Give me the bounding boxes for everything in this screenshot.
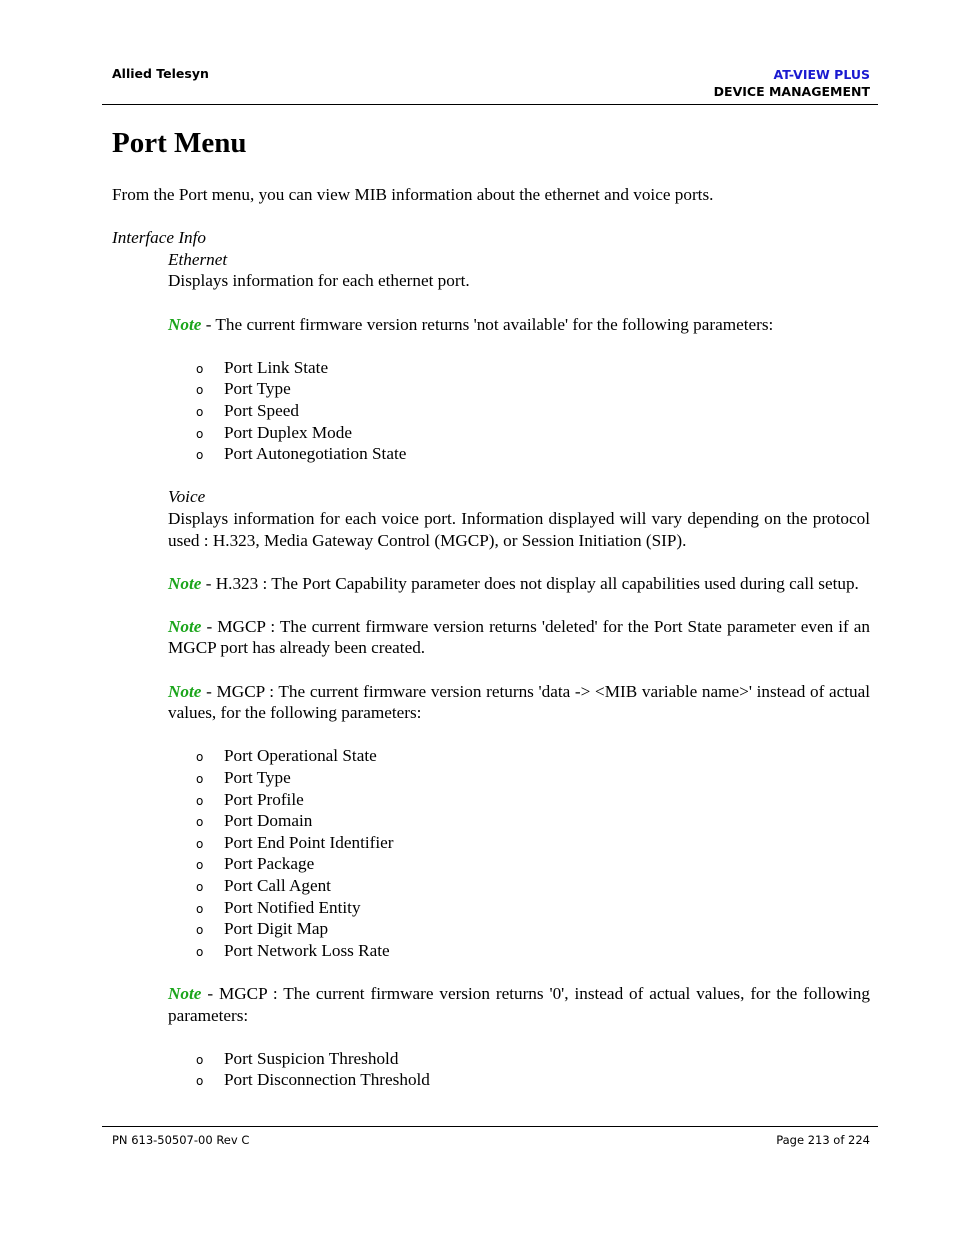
note-label: Note bbox=[168, 616, 202, 636]
bullet-icon: o bbox=[196, 793, 204, 808]
bullet-icon: o bbox=[196, 858, 204, 873]
bullet-icon: o bbox=[196, 880, 204, 894]
ethernet-note bbox=[168, 314, 870, 336]
ethernet-section bbox=[168, 249, 870, 357]
note-label: Note bbox=[168, 983, 202, 1003]
list-item-text: Port End Point Identifier bbox=[224, 832, 394, 852]
list-item bbox=[196, 810, 870, 832]
list-item-text: Port Domain bbox=[224, 811, 313, 831]
ethernet-parameter-list bbox=[196, 357, 870, 465]
bullet-icon: o bbox=[196, 361, 204, 376]
list-item bbox=[196, 400, 870, 422]
list-item bbox=[196, 875, 870, 897]
product-name: AT-VIEW PLUS bbox=[773, 67, 870, 82]
bullet-icon: o bbox=[196, 750, 204, 765]
bullet-icon: o bbox=[196, 901, 204, 916]
bullet-icon: o bbox=[196, 448, 204, 463]
voice-note-mgcp-deleted bbox=[168, 616, 870, 659]
note-text: - MGCP : The current firmware version returns '0', instead of actual values, for the following parameters: bbox=[168, 983, 870, 1025]
header-right bbox=[714, 66, 870, 100]
list-item-text: Port Duplex Mode bbox=[224, 422, 352, 442]
list-item-text: Port Profile bbox=[224, 789, 304, 809]
list-item bbox=[196, 832, 870, 854]
voice-note-mgcp-data bbox=[168, 681, 870, 724]
mgcp-zero-parameter-list bbox=[196, 1048, 870, 1091]
list-item-text: Port Type bbox=[224, 379, 291, 399]
list-item-text: Port Autonegotiation State bbox=[224, 444, 407, 464]
list-item bbox=[196, 918, 870, 940]
bullet-icon: o bbox=[196, 772, 204, 787]
bullet-icon: o bbox=[196, 1074, 204, 1089]
bullet-icon: o bbox=[196, 1052, 204, 1067]
list-item-text: Port Digit Map bbox=[224, 919, 329, 939]
voice-note-mgcp-zero bbox=[168, 983, 870, 1026]
list-item bbox=[196, 378, 870, 400]
note-text: - MGCP : The current firmware version returns 'deleted' for the Port State parameter even if an MGCP port has already been created. bbox=[168, 616, 870, 658]
list-item-text: Port Disconnection Threshold bbox=[224, 1070, 430, 1090]
list-item-text: Port Package bbox=[224, 854, 315, 874]
list-item-text: Port Call Agent bbox=[224, 876, 331, 895]
list-item bbox=[196, 1048, 870, 1070]
note-label: Note bbox=[168, 573, 202, 593]
voice-description: Displays information for each voice port. Information displayed will vary depending on the protocol used : H.323, Media Gateway Control (MGCP), or Session Initiation (SIP). bbox=[168, 508, 870, 550]
note-label: Note bbox=[168, 314, 202, 334]
bullet-icon: o bbox=[196, 923, 204, 938]
page-header bbox=[102, 62, 878, 105]
list-item bbox=[196, 767, 870, 789]
intro-paragraph: From the Port menu, you can view MIB information about the ethernet and voice ports. bbox=[112, 185, 714, 204]
main-content bbox=[112, 184, 870, 1091]
list-item-text: Port Network Loss Rate bbox=[224, 940, 390, 960]
list-item bbox=[196, 357, 870, 379]
mgcp-data-parameter-list bbox=[196, 745, 870, 961]
list-item bbox=[196, 940, 870, 962]
list-item bbox=[196, 745, 870, 767]
ethernet-description: Displays information for each ethernet port. bbox=[168, 271, 470, 291]
list-item-text: Port Speed bbox=[224, 400, 299, 420]
ethernet-heading: Ethernet bbox=[168, 249, 228, 269]
list-item-text: Port Type bbox=[224, 768, 291, 788]
list-item bbox=[196, 443, 870, 465]
note-text: - The current firmware version returns 'not available' for the following parameters: bbox=[201, 314, 774, 334]
voice-note-h323 bbox=[168, 573, 870, 595]
list-item-text: Port Link State bbox=[224, 357, 329, 377]
page-footer bbox=[102, 1126, 878, 1147]
list-item-text: Port Operational State bbox=[224, 746, 377, 766]
list-item bbox=[196, 897, 870, 919]
list-item bbox=[196, 422, 870, 444]
list-item bbox=[196, 789, 870, 811]
note-text: - MGCP : The current firmware version returns 'data -> <MIB variable name>' instead of actual values, for the following parameters: bbox=[168, 681, 870, 723]
list-item-text: Port Suspicion Threshold bbox=[224, 1048, 399, 1068]
page-title: Port Menu bbox=[112, 127, 247, 159]
bullet-icon: o bbox=[196, 383, 204, 398]
list-item-text: Port Notified Entity bbox=[224, 897, 361, 917]
voice-section-continued bbox=[168, 983, 870, 1048]
bullet-icon: o bbox=[196, 426, 204, 441]
page-number: Page 213 of 224 bbox=[776, 1133, 870, 1147]
voice-heading: Voice bbox=[168, 487, 206, 507]
voice-section bbox=[168, 486, 870, 745]
bullet-icon: o bbox=[196, 944, 204, 959]
part-number: PN 613-50507-00 Rev C bbox=[112, 1133, 250, 1147]
bullet-icon: o bbox=[196, 404, 204, 419]
note-label: Note bbox=[168, 681, 202, 701]
list-item bbox=[196, 853, 870, 875]
note-text: - H.323 : The Port Capability parameter does not display all capabilities used during call setup. bbox=[201, 573, 859, 593]
company-name: Allied Telesyn bbox=[112, 66, 209, 81]
list-item bbox=[196, 1069, 870, 1091]
interface-info-heading: Interface Info bbox=[112, 228, 207, 248]
bullet-icon: o bbox=[196, 836, 204, 851]
section-name: DEVICE MANAGEMENT bbox=[713, 84, 870, 99]
bullet-icon: o bbox=[196, 815, 204, 830]
